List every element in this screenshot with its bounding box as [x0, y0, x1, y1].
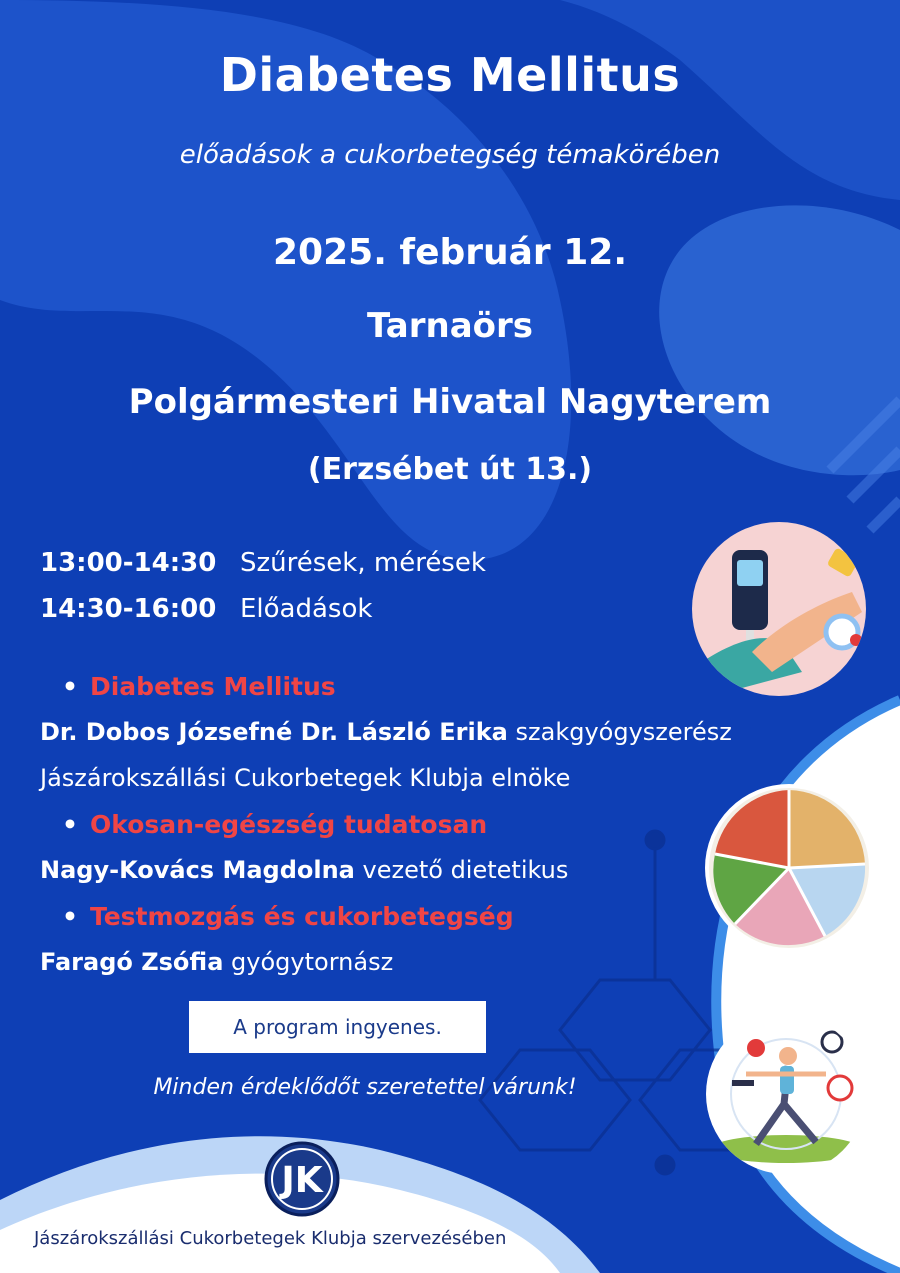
- talk-speaker: [40, 856, 568, 884]
- schedule-label: Előadások: [240, 594, 373, 624]
- logo-letters: JK: [281, 1160, 323, 1201]
- talk-speaker: [40, 718, 732, 746]
- organizer-text: Jászárokszállási Cukorbetegek Klubja szervezésében: [34, 1228, 507, 1249]
- talk-topic: • Okosan-egészség tudatosan: [62, 810, 488, 839]
- speaker-name: Dr. Dobos Józsefné Dr. László Erika: [40, 718, 508, 746]
- event-date: 2025. február 12.: [273, 232, 627, 273]
- schedule-label: Szűrések, mérések: [240, 548, 486, 578]
- schedule-time: 14:30-16:00: [40, 594, 217, 624]
- page-title: Diabetes Mellitus: [219, 48, 681, 102]
- schedule-item: [40, 548, 486, 578]
- event-town: Tarnaörs: [366, 306, 534, 346]
- speaker-role: vezető dietetikus: [362, 856, 569, 884]
- food-plate-icon: [705, 784, 873, 952]
- speaker-role: szakgyógyszerész: [515, 718, 732, 746]
- exercise-icon: [706, 1014, 866, 1174]
- speaker-role: gyógytornász: [231, 948, 394, 976]
- club-logo: [263, 1140, 341, 1218]
- event-address: (Erzsébet út 13.): [307, 452, 593, 487]
- bullet-icon: •: [62, 810, 78, 839]
- speaker-name: Faragó Zsófia: [40, 948, 224, 976]
- bullet-icon: •: [62, 672, 78, 701]
- page-subtitle: előadások a cukorbetegség témakörében: [179, 140, 721, 170]
- free-program-badge: A program ingyenes.: [189, 1001, 486, 1053]
- talk-topic: • Diabetes Mellitus: [62, 672, 336, 701]
- schedule-time: 13:00-14:30: [40, 548, 217, 578]
- schedule-item: [40, 594, 372, 624]
- event-venue: Polgármesteri Hivatal Nagyterem: [128, 382, 772, 422]
- welcome-text: Minden érdeklődőt szeretettel várunk!: [153, 1075, 577, 1100]
- glucose-meter-icon: [692, 522, 866, 696]
- speaker-name: Nagy-Kovács Magdolna: [40, 856, 355, 884]
- talk-speaker: [40, 948, 393, 976]
- talk-topic: • Testmozgás és cukorbetegség: [62, 902, 514, 931]
- speaker-extra: Jászárokszállási Cukorbetegek Klubja elnöke: [40, 764, 571, 792]
- bullet-icon: •: [62, 902, 78, 931]
